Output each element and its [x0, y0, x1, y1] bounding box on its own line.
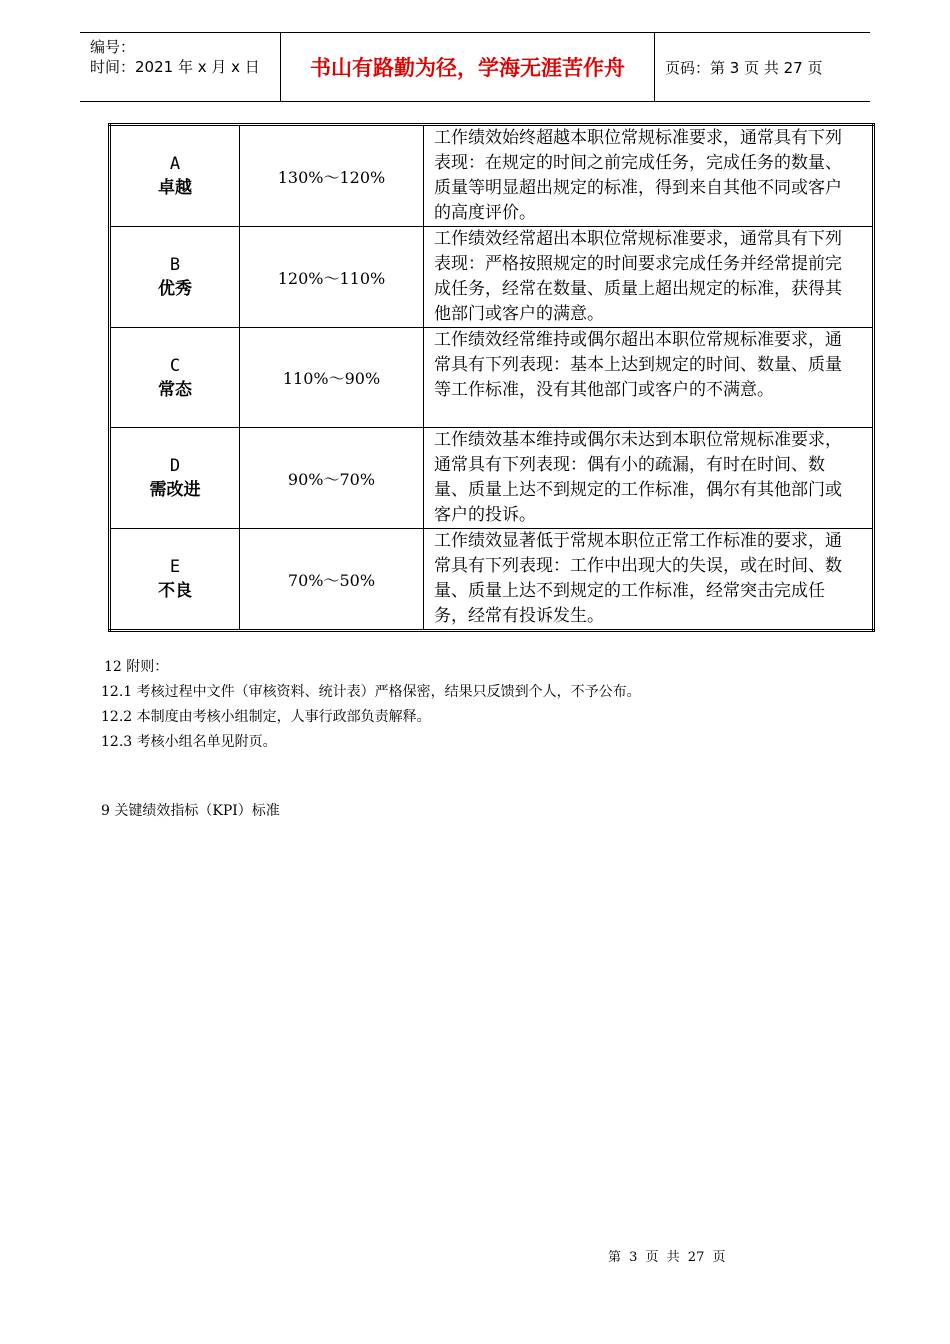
grade-letter: C	[169, 355, 181, 376]
grade-name: 卓越	[158, 178, 192, 198]
table-row	[110, 428, 874, 529]
grade-cell	[110, 227, 240, 328]
time-label: 时间：2021 年 x 月 x 日	[90, 58, 260, 76]
grade-name: 常态	[158, 379, 192, 400]
appendix-item: 12.1 考核过程中文件（审核资料、统计表）严格保密，结果只反馈到个人，不予公布。	[101, 684, 641, 700]
kpi-heading: 9 关键绩效指标（KPI）标准	[101, 803, 280, 819]
grade-cell	[110, 125, 240, 227]
grade-description: 工作绩效经常超出本职位常规标准要求，通常具有下列表现：严格按照规定的时间要求完成任务并经常提前完成任务，经常在数量、质量上超出规定的标准，获得其他部门或客户的满意。	[424, 227, 874, 328]
grade-letter: A	[169, 154, 181, 174]
appendix-item: 12.3 考核小组名单见附页。	[101, 734, 277, 750]
grade-letter: B	[169, 255, 181, 275]
grade-description: 工作绩效经常维持或偶尔超出本职位常规标准要求，通常具有下列表现：基本上达到规定的时间、数量、质量等工作标准，没有其他部门或客户的不满意。	[424, 328, 874, 428]
table-row	[110, 227, 874, 328]
grade-range: 110%～90%	[240, 328, 424, 428]
grade-name: 需改进	[149, 480, 201, 500]
grade-cell	[110, 529, 240, 631]
appendix-item: 12.2 本制度由考核小组制定，人事行政部负责解释。	[101, 709, 431, 725]
grade-table	[108, 123, 875, 632]
grade-range: 90%～70%	[240, 428, 424, 529]
table-row	[110, 529, 874, 631]
appendix-heading: 12 附则：	[104, 659, 169, 675]
page-footer: 第 3 页 共 27 页	[608, 1250, 726, 1265]
grade-range: 70%～50%	[240, 529, 424, 631]
header-motto: 书山有路勤为径，学海无涯苦作舟	[281, 33, 655, 101]
code-label: 编号：	[90, 38, 136, 56]
grade-letter: D	[169, 456, 181, 476]
grade-letter: E	[169, 557, 181, 577]
grade-description: 工作绩效始终超越本职位常规标准要求，通常具有下列表现：在规定的时间之前完成任务，完成任务的数量、质量等明显超出规定的标准，得到来自其他不同或客户的高度评价。	[424, 125, 874, 227]
grade-description: 工作绩效基本维持或偶尔未达到本职位常规标准要求，通常具有下列表现：偶有小的疏漏，有时在时间、数量、质量上达不到规定的工作标准，偶尔有其他部门或客户的投诉。	[424, 428, 874, 529]
grade-cell	[110, 428, 240, 529]
grade-range: 120%～110%	[240, 227, 424, 328]
grade-range: 130%～120%	[240, 125, 424, 227]
table-row	[110, 328, 874, 428]
grade-cell	[110, 328, 240, 428]
page-header	[80, 32, 870, 102]
header-page-info: 页码：第 3 页 共 27 页	[665, 58, 823, 77]
grade-description: 工作绩效显著低于常规本职位正常工作标准的要求，通常具有下列表现：工作中出现大的失误，或在时间、数量、质量上达不到规定的工作标准，经常突击完成任务，经常有投诉发生。	[424, 529, 874, 631]
header-meta	[80, 33, 281, 101]
grade-name: 不良	[158, 581, 192, 601]
table-row	[110, 125, 874, 227]
grade-name: 优秀	[158, 279, 192, 299]
